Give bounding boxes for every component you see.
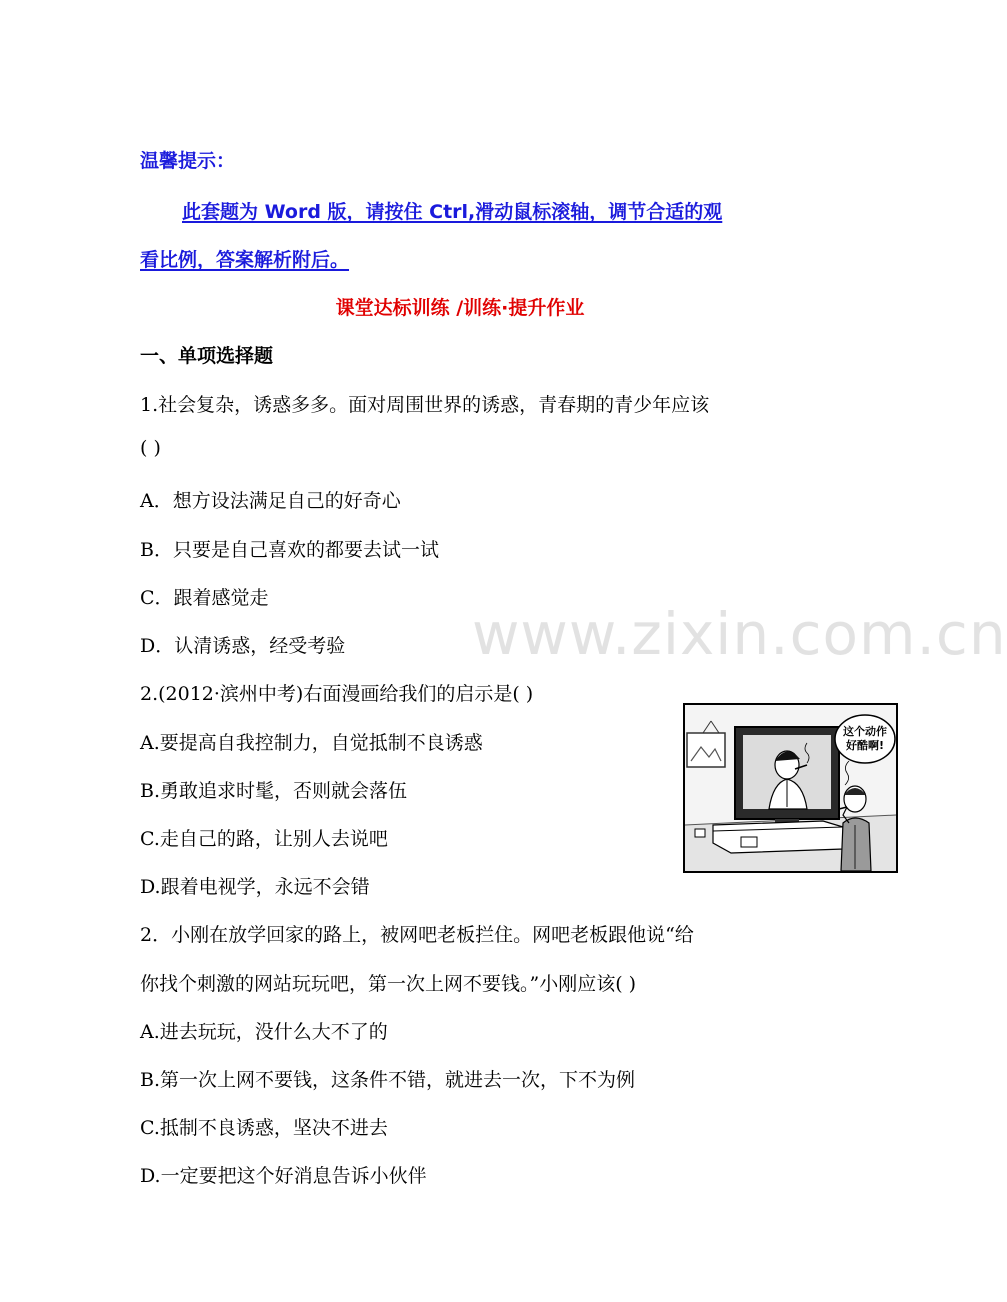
boy-figure [839, 786, 871, 871]
question-3-option-c: C.抵制不良诱惑，坚决不进去 [140, 1117, 388, 1139]
cartoon-image [683, 703, 898, 873]
tip-line-1[interactable]: 此套题为 Word 版，请按住 Ctrl,滑动鼠标滚轴，调节合适的观 [182, 201, 723, 223]
question-1-option-a: A．想方设法满足自己的好奇心 [140, 490, 401, 512]
television [735, 727, 839, 825]
question-2-stem: 2.(2012·滨州中考)右面漫画给我们的启示是( ) [140, 683, 534, 705]
speech-text-line-2: 好酷啊! [845, 739, 885, 752]
part-heading: 一、单项选择题 [140, 345, 274, 367]
question-2-option-a: A.要提高自我控制力，自觉抵制不良诱惑 [140, 732, 483, 754]
question-1-stem-line-1: 1.社会复杂，诱惑多多。面对周围世界的诱惑，青春期的青少年应该 [140, 394, 710, 416]
speech-text-line-1: 这个动作 [843, 725, 887, 738]
question-1-option-c: C．跟着感觉走 [140, 587, 269, 609]
question-2-option-c: C.走自己的路，让别人去说吧 [140, 828, 388, 850]
question-3-stem-line-1: 2．小刚在放学回家的路上，被网吧老板拦住。网吧老板跟他说“给 [140, 924, 694, 946]
question-3-stem-line-2: 你找个刺激的网站玩玩吧，第一次上网不要钱。”小刚应该( ) [140, 973, 637, 995]
tip-title: 温馨提示： [140, 150, 236, 172]
question-3-option-a: A.进去玩玩，没什么大不了的 [140, 1021, 388, 1043]
section-heading: 课堂达标训练 /训练·提升作业 [335, 297, 585, 319]
question-1-option-b: B．只要是自己喜欢的都要去试一试 [140, 539, 439, 561]
question-2-option-d: D.跟着电视学，永远不会错 [140, 876, 370, 898]
tip-line-2[interactable]: 看比例，答案解析附后。 [140, 249, 350, 271]
question-1-option-d: D．认清诱惑，经受考验 [140, 635, 346, 657]
watermark: www.zixin.com.cn [472, 600, 1007, 668]
question-2-option-b: B.勇敢追求时髦，否则就会落伍 [140, 780, 408, 802]
question-1-stem-line-2: ( ) [140, 437, 161, 459]
question-3-option-b: B.第一次上网不要钱，这条件不错，就进去一次，下不为例 [140, 1069, 636, 1091]
question-3-option-d: D.一定要把这个好消息告诉小伙伴 [140, 1165, 427, 1187]
